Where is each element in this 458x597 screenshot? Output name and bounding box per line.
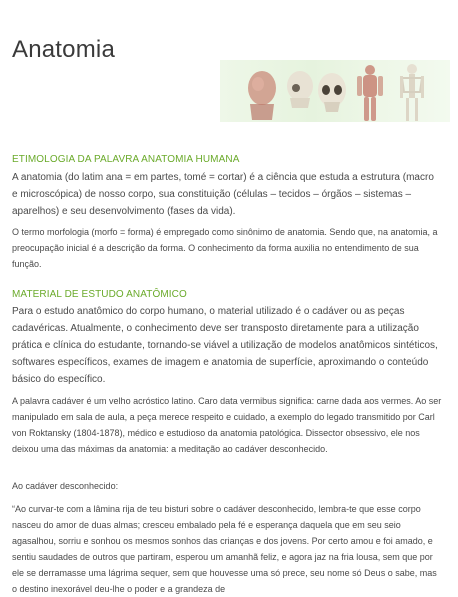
section-heading-etimologia: ETIMOLOGIA DA PALAVRA ANATOMIA HUMANA <box>12 154 240 166</box>
page-title: Anatomia <box>12 36 115 64</box>
paragraph: O termo morfologia (morfo = forma) é empregado como sinônimo de anatomia. Sendo que, na anatomia, a preocupação inicial é a descrição da forma. O conhecimento da forma auxilia no entendimento de sua função. <box>12 227 438 269</box>
quote-paragraph: “Ao curvar-te com a lâmina rija de teu bisturi sobre o cadáver desconhecido, lembra-te que esse corpo nasceu do amor de duas almas; cresceu embalado pela fé e esperança daquela que em seu seio agasalhou, sorriu e sonhou os mesmos sonhos das crianças e dos jovens. Por certo amou e foi amado, e sentiu saudades de outros que partiram, esperou um amanhã feliz, e agora jaz na fria lousa, sem que por ele se derramasse uma lágrima sequer, sem que houvesse uma só prece, seu nome só Deus o sabe, mas o destino inexorável deu-lhe o poder e a grandeza de <box>12 504 437 594</box>
anatomy-banner-image <box>220 60 450 122</box>
section-heading-material: MATERIAL DE ESTUDO ANATÔMICO <box>12 289 187 301</box>
paragraph: Para o estudo anatômico do corpo humano, o material utilizado é o cadáver ou as peças cadavéricas. Atualmente, o conhecimento deve ser transposto diretamente para a utilização prática e clínica do estudante, tornando-se viável a utilização de modelos anatômicos sintéticos, softwares específicos, exames de imagem e anatomia de superfície, aproximando o conteúdo básico do específico. <box>12 306 438 385</box>
paragraph: A anatomia (do latim ana = em partes, tomé = cortar) é a ciência que estuda a estrutura (macro e microscópica) de nosso corpo, sua constituição (células – tecidos – órgãos – sistemas – aparelhos) e seu desenvolvimento (fases da vida). <box>12 172 434 217</box>
paragraph: A palavra cadáver é um velho acróstico latino. Caro data vermibus significa: carne dada aos vermes. Ao ser manipulado em sala de aula, a peça merece respeito e cuidado, a exemplo do legado transmitido por Carl von Roktansky (1804-1878), médico e estudioso da anatomia patológica. Dissector obsessivo, ele nos deixou uma das máximas da anatomia: a meditação ao cadáver desconhecido. <box>12 396 442 454</box>
paragraph: Ao cadáver desconhecido: <box>12 481 119 491</box>
anatomy-illustration-icon <box>220 60 450 122</box>
